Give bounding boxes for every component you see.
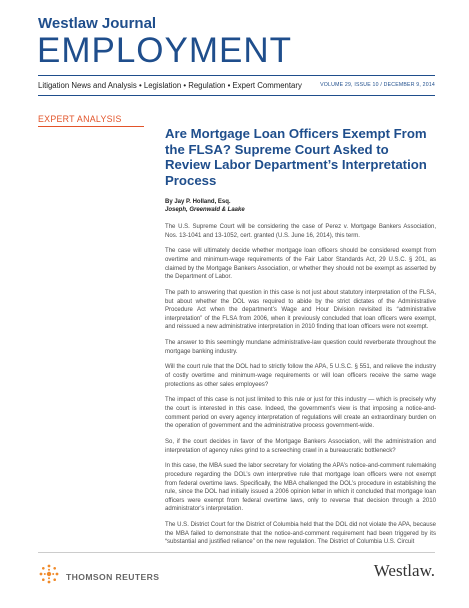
author-firm: Joseph, Greenwald & Laake: [165, 207, 245, 213]
publication-name: Westlaw Journal: [38, 15, 157, 32]
thomson-reuters-logo: [38, 563, 159, 590]
journal-title: EMPLOYMENT: [37, 31, 293, 70]
article-paragraph: In this case, the MBA sued the labor secretary for violating the APA’s notice-and-comment rulemaking procedure regarding the DOL’s own interpretive rule that mortgage loan officers were not exempt from federal overtime laws. Specifically, the MBA challenged the DOL’s procedure in establishing the rule, since the DOL had initially issued a 2006 opinion letter in which it concluded that mortgage loan officers were exempt from federal overtime laws, only to reverse that decision through a 2010 administrator’s interpretation.: [165, 463, 436, 513]
journal-subtitle: Litigation News and Analysis • Legislation • Regulation • Expert Commentary: [38, 81, 302, 90]
article-headline: Are Mortgage Loan Officers Exempt From the FLSA? Supreme Court Asked to Review Labor Department’s Interpretation Process: [165, 126, 427, 188]
thomson-reuters-text: THOMSON REUTERS: [66, 571, 160, 582]
thomson-reuters-logo-icon: [38, 563, 60, 590]
masthead-bottom-rule: [38, 95, 435, 96]
westlaw-logo: Westlaw.: [373, 561, 435, 580]
article-paragraph: The impact of this case is not just limited to this rule or just for this industry — which is precisely why the court is interested in this case. Indeed, the government’s view is that imposing a notice-and-comment period on every agency interpretation of regulations will create an extraordinary burden on the operation of government and the administrative process government-wide.: [165, 397, 436, 430]
section-label: EXPERT ANALYSIS: [38, 114, 122, 124]
article-paragraph: The answer to this seemingly mundane administrative-law question could reverberate throughout the mortgage banking industry.: [165, 340, 436, 355]
article-paragraph: The case will ultimately decide whether mortgage loan officers should be considered exempt from overtime and minimum-wage requirements of the Fair Labor Standards Act, 29 U.S.C. § 201, as claimed by the Mortgage Bankers Association, or whether they should not be exempt as asserted by the Department of Labor.: [165, 248, 436, 281]
footer-rule: [38, 552, 435, 553]
article-paragraph: The U.S. Supreme Court will be considering the case of Perez v. Mortgage Bankers Association, Nos. 13-1041 and 13-1052, cert. granted (U.S. June 16, 2014), this term.: [165, 224, 436, 239]
section-rule: [38, 126, 144, 127]
issue-info: VOLUME 29, ISSUE 10 / DECEMBER 9, 2014: [320, 82, 435, 88]
article-paragraph: The U.S. District Court for the District of Columbia held that the DOL did not violate the APA, because the MBA failed to demonstrate that the notice-and-comment requirement had been triggered by its “substantial and justified reliance” on the new regulation. The District of Columbia U.S. Circuit: [165, 522, 436, 546]
masthead-top-rule: [38, 75, 435, 76]
article-paragraph: So, if the court decides in favor of the Mortgage Bankers Association, will the administration and interpretation of agency rules grind to a screeching crawl in a bureaucratic bottleneck?: [165, 439, 436, 454]
article-paragraph: Will the court rule that the DOL had to strictly follow the APA, 5 U.S.C. § 551, and relieve the industry of costly overtime and minimum-wage requirements or will loan officers receive the same wage protections as other sales employees?: [165, 364, 436, 388]
article: [165, 126, 436, 554]
article-paragraph: The path to answering that question in this case is not just about statutory interpretation of the FLSA, but about whether the DOL was required to abide by the strict dictates of the Administrative Procedure Act when the department’s Wage and Hour Division revisited its “administrative interpretation” of the FLSA from 2006, when it previously concluded that loan officers were exempt, and reissued a new administrative interpretation in 2010 finding that loan officers were not exempt.: [165, 289, 436, 331]
article-byline: By Jay P. Holland, Esq.: [165, 199, 231, 205]
